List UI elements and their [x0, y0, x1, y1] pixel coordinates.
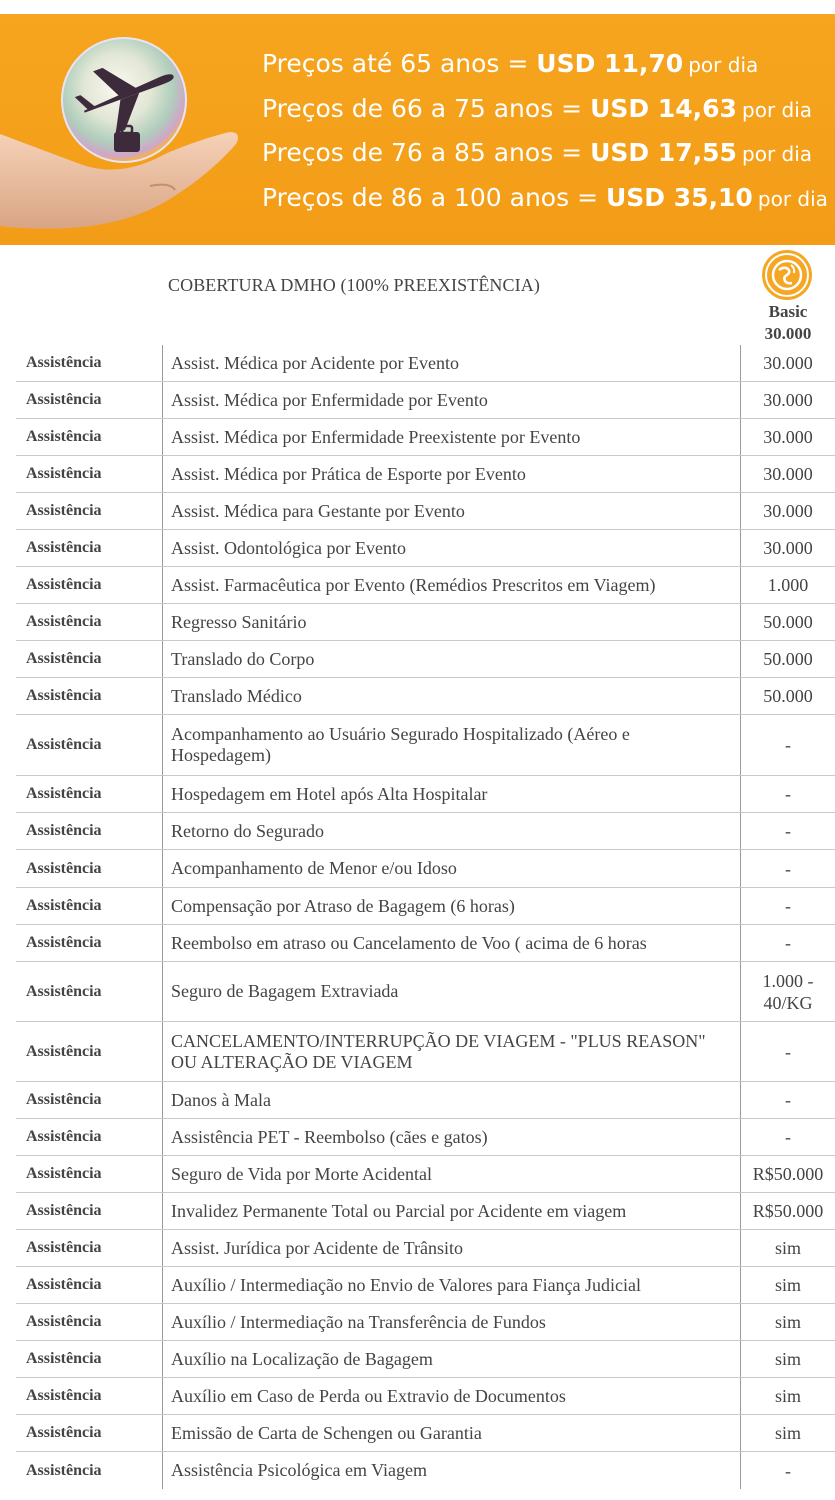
row-value: sim	[740, 1341, 835, 1377]
row-value: 50.000	[740, 604, 835, 640]
row-category: Assistência	[26, 613, 102, 630]
row-category: Assistência	[26, 1276, 102, 1293]
table-row	[16, 813, 835, 850]
row-value: -	[740, 776, 835, 812]
row-item: Assist. Farmacêutica por Evento (Remédios Prescritos em Viagem)	[162, 567, 740, 603]
price-age-range: Preços de 66 a 75 anos =	[262, 93, 591, 123]
table-row	[16, 1230, 835, 1267]
table-row	[16, 1341, 835, 1378]
coverage-table	[16, 345, 835, 1489]
row-item: Emissão de Carta de Schengen ou Garantia	[162, 1415, 740, 1451]
row-category: Assistência	[26, 859, 102, 877]
price-age-range: Preços de 86 a 100 anos =	[262, 182, 606, 212]
price-unit: por dia	[742, 142, 813, 166]
row-item: Assistência PET - Reembolso (cães e gatos)	[162, 1119, 740, 1155]
table-row	[16, 345, 835, 382]
row-item: Auxílio / Intermediação no Envio de Valores para Fiança Judicial	[162, 1267, 740, 1303]
price-value: USD 14,63	[590, 93, 737, 123]
row-item: Auxílio na Localização de Bagagem	[162, 1341, 740, 1377]
row-item: Assist. Médica para Gestante por Evento	[162, 493, 740, 529]
price-unit: por dia	[688, 53, 759, 77]
table-row	[16, 850, 835, 888]
row-item: Assist. Odontológica por Evento	[162, 530, 740, 566]
row-item: Translado Médico	[162, 678, 740, 714]
table-row	[16, 678, 835, 715]
row-value: R$50.000	[740, 1193, 835, 1229]
row-category: Assistência	[26, 785, 102, 802]
table-row	[16, 1156, 835, 1193]
row-value: sim	[740, 1378, 835, 1414]
table-row	[16, 456, 835, 493]
row-category: Assistência	[26, 1350, 102, 1367]
row-value: sim	[740, 1415, 835, 1451]
table-row	[16, 419, 835, 456]
row-value: -	[740, 888, 835, 924]
row-item: Danos à Mala	[162, 1082, 740, 1118]
row-value: sim	[740, 1230, 835, 1266]
row-item: CANCELAMENTO/INTERRUPÇÃO DE VIAGEM - "PLUS REASON" OU ALTERAÇÃO DE VIAGEM	[162, 1022, 740, 1081]
row-item: Hospedagem em Hotel após Alta Hospitalar	[162, 776, 740, 812]
row-category: Assistência	[26, 391, 102, 408]
row-value: 50.000	[740, 641, 835, 677]
row-category: Assistência	[26, 1424, 102, 1441]
row-value: -	[740, 813, 835, 849]
row-item: Acompanhamento de Menor e/ou Idoso	[162, 850, 740, 887]
row-item: Assistência Psicológica em Viagem	[162, 1452, 740, 1489]
table-row	[16, 604, 835, 641]
row-category: Assistência	[26, 650, 102, 667]
row-item: Regresso Sanitário	[162, 604, 740, 640]
row-item: Auxílio / Intermediação na Transferência de Fundos	[162, 1304, 740, 1340]
row-value: R$50.000	[740, 1156, 835, 1192]
row-category: Assistência	[26, 687, 102, 704]
row-category: Assistência	[26, 539, 102, 556]
coverage-title: COBERTURA DMHO (100% PREEXISTÊNCIA)	[168, 275, 540, 295]
table-row	[16, 493, 835, 530]
table-row	[16, 530, 835, 567]
row-category: Assistência	[26, 354, 102, 371]
row-item: Assist. Médica por Enfermidade Preexistente por Evento	[162, 419, 740, 455]
row-value: -	[740, 1082, 835, 1118]
row-value: 50.000	[740, 678, 835, 714]
row-category: Assistência	[26, 736, 102, 753]
travel-insurance-hand-illustration	[0, 14, 250, 245]
row-category: Assistência	[26, 1387, 102, 1404]
row-value: 30.000	[740, 345, 835, 381]
row-item: Invalidez Permanente Total ou Parcial por Acidente em viagem	[162, 1193, 740, 1229]
price-unit: por dia	[742, 97, 813, 122]
row-category: Assistência	[26, 1239, 102, 1256]
table-row	[16, 1378, 835, 1415]
row-item: Assist. Médica por Enfermidade por Evento	[162, 382, 740, 418]
row-value: -	[740, 925, 835, 961]
table-row	[16, 715, 835, 776]
row-item: Assist. Jurídica por Acidente de Trânsito	[162, 1230, 740, 1266]
row-category: Assistência	[26, 428, 102, 445]
table-row	[16, 1452, 835, 1489]
price-line-76-85	[262, 131, 828, 176]
row-category: Assistência	[26, 576, 102, 593]
table-row	[16, 1082, 835, 1119]
row-item: Compensação por Atraso de Bagagem (6 horas)	[162, 888, 740, 924]
row-category: Assistência	[26, 1042, 102, 1060]
row-category: Assistência	[26, 822, 102, 839]
row-value: 30.000	[740, 456, 835, 492]
row-item: Reembolso em atraso ou Cancelamento de Voo ( acima de 6 horas	[162, 925, 740, 961]
plan-limit: 30.000	[764, 324, 812, 343]
price-age-range: Preços de 76 a 85 anos =	[262, 138, 591, 167]
row-category: Assistência	[26, 1091, 102, 1108]
table-row	[16, 888, 835, 925]
table-row	[16, 567, 835, 604]
table-row	[16, 1304, 835, 1341]
price-line-up-to-65	[262, 42, 828, 87]
price-line-66-75	[262, 87, 828, 132]
row-item: Assist. Médica por Acidente por Evento	[162, 345, 740, 381]
table-row	[16, 925, 835, 962]
row-value: 30.000	[740, 530, 835, 566]
row-value: -	[740, 1022, 835, 1081]
row-value: 30.000	[740, 493, 835, 529]
price-value: USD 17,55	[590, 138, 737, 167]
price-banner	[0, 14, 835, 245]
row-value: sim	[740, 1267, 835, 1303]
row-value: 30.000	[740, 382, 835, 418]
table-row	[16, 641, 835, 678]
table-row	[16, 1022, 835, 1082]
row-item: Acompanhamento ao Usuário Segurado Hospitalizado (Aéreo e Hospedagem)	[162, 715, 740, 775]
table-row	[16, 962, 835, 1022]
price-line-86-100	[262, 176, 828, 221]
row-item: Translado do Corpo	[162, 641, 740, 677]
plan-name: Basic	[768, 302, 808, 321]
price-unit: por dia	[757, 186, 828, 211]
row-value: -	[740, 715, 835, 775]
price-list	[262, 42, 828, 220]
row-category: Assistência	[26, 1313, 102, 1330]
table-row	[16, 1119, 835, 1156]
table-row	[16, 1267, 835, 1304]
row-value: 1.000 - 40/KG	[740, 962, 835, 1021]
row-category: Assistência	[26, 934, 102, 951]
row-category: Assistência	[26, 897, 102, 914]
row-category: Assistência	[26, 1165, 102, 1182]
row-item: Seguro de Bagagem Extraviada	[162, 962, 740, 1021]
row-item: Assist. Médica por Prática de Esporte por Evento	[162, 456, 740, 492]
row-category: Assistência	[26, 1202, 102, 1219]
price-value: USD 35,10	[605, 182, 753, 212]
row-category: Assistência	[26, 982, 102, 1000]
table-row	[16, 1193, 835, 1230]
row-value: -	[740, 1119, 835, 1155]
table-row	[16, 382, 835, 419]
row-item: Retorno do Segurado	[162, 813, 740, 849]
row-category: Assistência	[26, 502, 102, 519]
globe-badge-icon	[760, 248, 814, 302]
table-row	[16, 1415, 835, 1452]
row-category: Assistência	[26, 465, 102, 482]
table-row	[16, 776, 835, 813]
price-value: USD 11,70	[536, 49, 684, 78]
row-item: Auxílio em Caso de Perda ou Extravio de Documentos	[162, 1378, 740, 1414]
row-item: Seguro de Vida por Morte Acidental	[162, 1156, 740, 1192]
row-value: -	[740, 850, 835, 887]
row-category: Assistência	[26, 1128, 102, 1145]
row-value: -	[740, 1452, 835, 1489]
row-category: Assistência	[26, 1461, 102, 1479]
price-age-range: Preços até 65 anos =	[262, 49, 537, 78]
row-value: sim	[740, 1304, 835, 1340]
row-value: 30.000	[740, 419, 835, 455]
row-value: 1.000	[740, 567, 835, 603]
